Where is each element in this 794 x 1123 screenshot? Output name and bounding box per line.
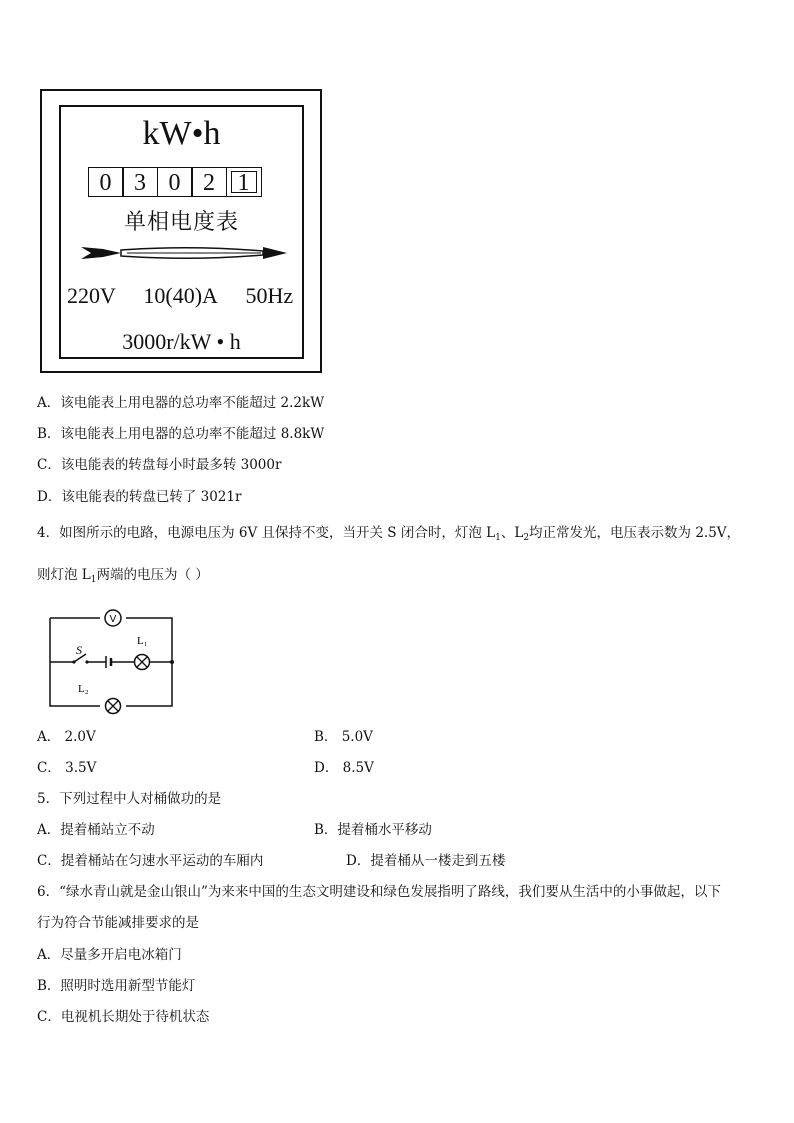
lamp1-label: L₁ — [137, 635, 148, 647]
meter-decimal-digit: 1 — [226, 167, 262, 197]
meter-face — [59, 105, 304, 359]
q4-option-c: C． 3.5V — [37, 760, 97, 776]
q5-stem: 5．下列过程中人对桶做功的是 — [37, 791, 222, 807]
meter-name: 单相电度表 — [123, 210, 239, 235]
q4-stem-line1: 4．如图所示的电路，电源电压为 6V 且保持不变，当开关 S 闭合时，灯泡 $L_1$、$L_2$均正常发光，电压表示数为 2.5V， — [37, 525, 741, 543]
q5-option-c: C．提着桶站在匀速水平运动的车厢内 — [37, 853, 264, 869]
meter-digit: 0 — [88, 167, 124, 197]
q3-option-d: D．该电能表的转盘已转了 3021r — [37, 489, 242, 505]
q3-option-a: A．该电能表上用电器的总功率不能超过 2.2kW — [37, 395, 325, 411]
q5-option-b: B．提着桶水平移动 — [314, 822, 432, 838]
meter-unit: kW•h — [142, 115, 221, 152]
q6-option-c: C．电视机长期处于待机状态 — [37, 1009, 210, 1025]
q3-option-b: B．该电能表上用电器的总功率不能超过 8.8kW — [37, 426, 325, 442]
meter-specs — [67, 283, 293, 309]
q4-option-b: B． 5.0V — [314, 729, 373, 745]
meter-current: 10(40)A — [143, 283, 218, 308]
meter-digit: 3 — [122, 167, 158, 197]
electric-meter-figure — [40, 89, 322, 373]
meter-reading — [89, 167, 262, 197]
meter-digit: 0 — [157, 167, 193, 197]
circuit-diagram — [40, 604, 180, 716]
q4-stem-line2: 则灯泡 $L_1$两端的电压为（ ） — [37, 567, 209, 585]
q5-option-d: D．提着桶从一楼走到五楼 — [346, 853, 506, 869]
switch-label: S — [76, 643, 82, 657]
q6-stem-line2: 行为符合节能减排要求的是 — [37, 915, 199, 931]
meter-revolutions: 3000r/kW • h — [122, 329, 241, 354]
meter-digit: 2 — [191, 167, 227, 197]
q6-stem-line1: 6．“绿水青山就是金山银山”为来来中国的生态文明建设和绿色发展指明了路线，我们要从生活中的小事做起，以下 — [37, 884, 721, 900]
meter-rotation-arrow-icon — [81, 243, 291, 263]
lamp2-label: L₂ — [78, 683, 89, 695]
q5-option-a: A．提着桶站立不动 — [37, 822, 155, 838]
meter-frequency: 50Hz — [245, 283, 294, 308]
q4-option-d: D． 8.5V — [314, 760, 374, 776]
q6-option-b: B．照明时选用新型节能灯 — [37, 978, 196, 994]
voltmeter-label: V — [109, 614, 117, 625]
q6-option-a: A．尽量多开启电冰箱门 — [37, 947, 182, 963]
meter-voltage: 220V — [67, 283, 116, 308]
q3-option-c: C．该电能表的转盘每小时最多转 3000r — [37, 457, 282, 473]
q4-option-a: A． 2.0V — [37, 729, 96, 745]
